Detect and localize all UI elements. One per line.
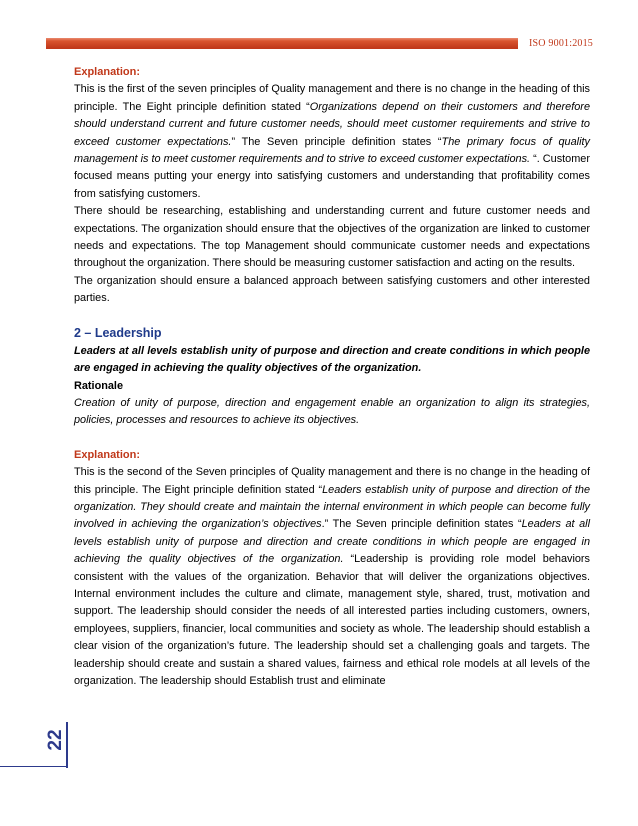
- rationale-text-italic: Creation of unity of purpose, direction and engagement enable an organization to align its strategies, policies, processes and resources to achieve its objectives.: [74, 396, 590, 427]
- rationale-label: Rationale: [74, 379, 124, 392]
- text-run: This is the first of the seven principles of Quality management and there is no change in the heading of this principle. The Eight principle definition stated “: [74, 83, 590, 113]
- text-run: ” The Seven principle definition states “: [231, 135, 442, 148]
- quote-eight-principle: Organizations depend on their customers and therefore should understand current and future customer needs, should meet customer requirements and strive to exceed customer expectations.: [74, 100, 590, 148]
- quote-seven-principle: Leaders at all levels establish unity of purpose and direction and create conditions in which people are engaged in achieving the quality objectives of the organization.: [74, 518, 590, 566]
- page-number: [44, 720, 68, 760]
- section-heading-leadership: 2 – Leadership: [74, 325, 162, 340]
- page-number-rule: [66, 722, 68, 768]
- text-run: “Leadership is providing role model behaviors consistent with the values of the organization. Behavior that will deliver the organizations objectives. Internal environment includes the culture and climate, management style, shared, trust, motivation and support. The leadership should consider the needs of all interested parties including customers, owners, employees, suppliers, financier, local communities and society as whole. The leadership should establish a clear vision of the organization’s future. The leadership should set a challenging goals and targets. The leadership should create and sustain a shared values, fairness and ethical role models at all levels of the organization. The leadership should Establish trust and eliminate: [74, 553, 590, 687]
- page-number-text: 22: [45, 729, 66, 751]
- explanation-heading: Explanation:: [74, 448, 141, 461]
- paragraph: [74, 464, 590, 690]
- quote-seven-principle: The primary focus of quality management is to meet customer requirements and to strive to exceed customer expectations.: [74, 135, 590, 166]
- text-run: This is the second of the Seven principles of Quality management and there is no change in the heading of this principle. The Eight principle definition stated “: [74, 466, 590, 496]
- page-content: [74, 64, 590, 690]
- header-title: ISO 9001:2015: [529, 38, 593, 49]
- header-divider: [46, 48, 518, 49]
- page-number-baseline: [0, 766, 68, 767]
- header-bar: [46, 38, 518, 48]
- paragraph: There should be researching, establishing and understanding current and future customer needs and expectations. The organization should ensure that the objectives of the organization are linked to customer needs and expectations. The top Management should communicate customer needs and expectations throughout the organization. There should be measuring customer satisfaction and acting on the results.: [74, 205, 590, 270]
- quote-eight-principle: Leaders establish unity of purpose and direction of the organization. They should create and maintain the internal environment in which people can become fully involved in achieving the organization’s objectives: [74, 483, 590, 531]
- paragraph: The organization should ensure a balanced approach between satisfying customers and other interested parties.: [74, 274, 590, 305]
- explanation-heading: Explanation:: [74, 66, 141, 78]
- text-run: “. Customer focused means putting your energy into satisfying customers and understanding that profitability comes from satisfying customers.: [74, 153, 590, 200]
- paragraph: [74, 81, 590, 203]
- rationale-text: [74, 395, 590, 430]
- text-run: .” The Seven principle definition states “: [321, 518, 522, 531]
- principle-statement: Leaders at all levels establish unity of purpose and direction and create conditions in which people are engaged in achieving the quality objectives of the organization.: [74, 344, 590, 375]
